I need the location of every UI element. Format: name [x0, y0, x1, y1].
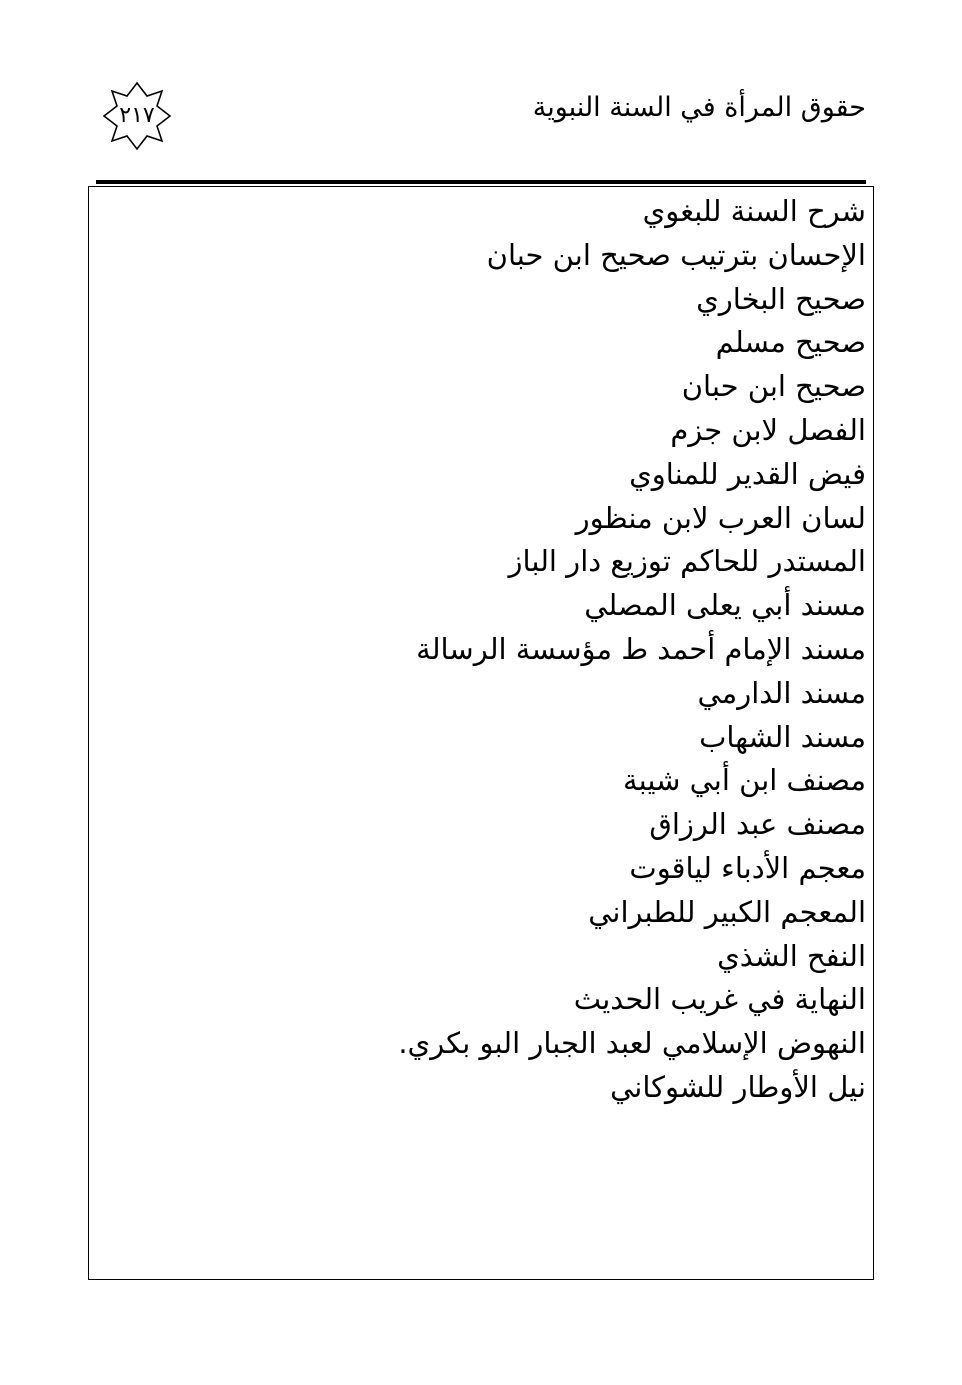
list-item: المستدر للحاكم توزيع دار الباز	[508, 544, 866, 579]
list-item: الإحسان بترتيب صحيح ابن حبان	[486, 237, 866, 272]
list-item: مسند أبي يعلى المصلي	[584, 588, 866, 623]
list-item: مسند الإمام أحمد ط مؤسسة الرسالة	[416, 631, 866, 666]
list-item: النفح الشذي	[717, 938, 866, 973]
list-item: فيض القدير للمناوي	[629, 456, 866, 491]
list-item: مسند الدارمي	[697, 675, 866, 710]
list-item: صحيح البخاري	[696, 281, 866, 316]
list-item: النهاية في غريب الحديث	[573, 982, 866, 1017]
reference-list	[398, 190, 866, 1110]
page-number-badge	[102, 81, 172, 151]
list-item: لسان العرب لابن منظور	[575, 500, 866, 535]
list-item: المعجم الكبير للطبراني	[588, 894, 866, 929]
list-item: نيل الأوطار للشوكاني	[610, 1069, 866, 1104]
list-item: صحيح مسلم	[715, 325, 866, 360]
list-item: مصنف عبد الرزاق	[649, 807, 866, 842]
list-item: شرح السنة للبغوي	[642, 194, 866, 228]
list-item: النهوض الإسلامي لعبد الجبار البو بكري.	[398, 1026, 866, 1061]
list-item: مسند الشهاب	[699, 719, 866, 754]
list-item: معجم الأدباء لياقوت	[629, 850, 866, 885]
list-item: مصنف ابن أبي شيبة	[623, 763, 866, 798]
page-title: حقوق المرأة في السنة النبوية	[532, 92, 866, 123]
list-item: الفصل لابن جزم	[670, 412, 866, 447]
page-number: ٢١٧	[119, 103, 155, 128]
header-divider	[96, 180, 866, 184]
list-item: صحيح ابن حبان	[681, 369, 866, 404]
